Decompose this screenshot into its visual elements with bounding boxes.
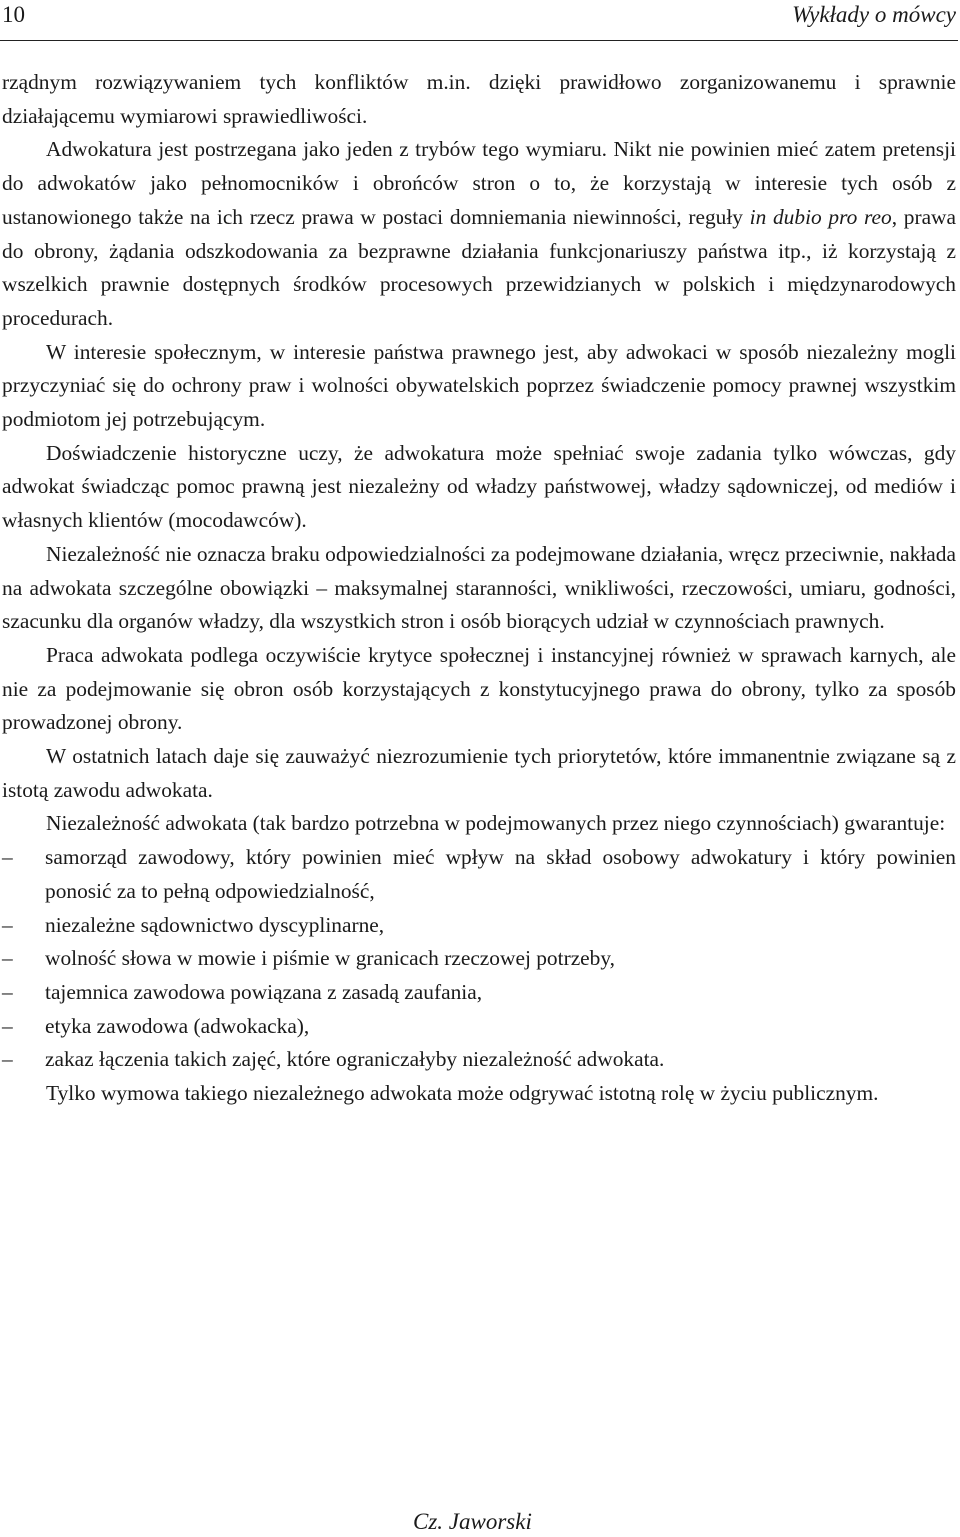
paragraph-6: Praca adwokata podlega oczywiście krytyce społecznej i instancyjnej również w sprawach karnych, ale nie za podejmowanie się obron osób korzystających z konstytucyjnego prawa do obrony, tylko za sposób prowadzonej obrony. [2,642,956,735]
paragraph-3: W interesie społecznym, w interesie państwa prawnego jest, aby adwokaci w sposób niezależny mogli przyczyniać się do ochrony praw i wolności obywatelskich poprzez świadczenie pomocy prawnej wszystkim podmiotom jej potrzebującym. [2,339,956,432]
list-item [2,841,956,908]
paragraph-7: W ostatnich latach daje się zauważyć niezrozumienie tych priorytetów, które immanentnie związane są z istotą zawodu adwokata. [2,744,956,802]
list-dash: – [2,912,13,937]
paragraph-8: Niezależność adwokata (tak bardzo potrzebna w podejmowanych przez niego czynnościach) gwarantuje: [46,811,946,836]
list-dash: – [2,979,13,1004]
list-item-text: tajemnica zawodowa powiązana z zasadą zaufania, [45,979,483,1004]
paragraph-1: rządnym rozwiązywaniem tych konfliktów m.in. dzięki prawidłowo zorganizowanemu i sprawnie działającemu wymiarowi sprawiedliwości. [2,70,956,128]
running-title: Wykłady o mówcy [792,2,956,27]
paragraph-2-end: , prawa do obrony, żądania odszkodowania za bezprawne działania funkcjonariuszy państwa itp., iż korzystają z wszelkich prawnie dostępnych środków procesowych przewidzianych w polskich i międzynarodowych procedurach. [2,204,957,330]
paragraph-2 [2,133,956,335]
paragraph-9: Tylko wymowa takiego niezależnego adwokata może odgrywać istotną rolę w życiu publicznym. [46,1081,879,1106]
list-item-text: niezależne sądownictwo dyscyplinarne, [45,912,385,937]
page-header [0,0,958,41]
author-signature: Cz. Jaworski [413,1509,532,1534]
list-item-text: etyka zawodowa (adwokacka), [45,1013,310,1038]
paragraph-5: Niezależność nie oznacza braku odpowiedzialności za podejmowane działania, wręcz przeciwnie, nakłada na adwokata szczególne obowiązki – maksymalnej staranności, wnikliwości, rzeczowości, umiaru, godności, szacunku dla organów władzy, dla wszystkich stron i osób biorących udział w czynnościach prawnych. [2,541,956,634]
page-number: 10 [2,2,25,27]
list-item [2,1010,956,1044]
guarantees-list [2,841,956,1077]
list-item [2,976,956,1010]
list-item [2,942,956,976]
list-dash: – [2,845,13,870]
list-dash: – [2,946,13,971]
list-dash: – [2,1047,13,1072]
body-text [2,66,956,1111]
list-dash: – [2,1013,13,1038]
latin-phrase: in dubio pro reo [749,204,892,229]
list-item-text: samorząd zawodowy, który powinien mieć wpływ na skład osobowy adwokatury i który powinien ponosić za to pełną odpowiedzialność, [45,845,956,903]
list-item-text: wolność słowa w mowie i piśmie w granicach rzeczowej potrzeby, [45,946,616,971]
paragraph-4: Doświadczenie historyczne uczy, że adwokatura może spełniać swoje zadania tylko wówczas, gdy adwokat świadcząc pomoc prawną jest niezależny od władzy państwowej, władzy sądowniczej, od mediów i własnych klientów (mocodawców). [2,440,956,533]
list-item-text: zakaz łączenia takich zajęć, które ograniczałyby niezależność adwokata. [45,1047,665,1072]
list-item [2,909,956,943]
list-item [2,1043,956,1077]
paragraph-2-start: Adwokatura jest postrzegana jako jeden z trybów tego wymiaru. Nikt nie powinien mieć zatem pretensji do adwokatów jako pełnomocników i obrońców stron o to, że korzystają w interesie tych osób z ustanowionego także na ich rzecz prawa w postaci domniemania niewinności, reguły [2,137,956,229]
